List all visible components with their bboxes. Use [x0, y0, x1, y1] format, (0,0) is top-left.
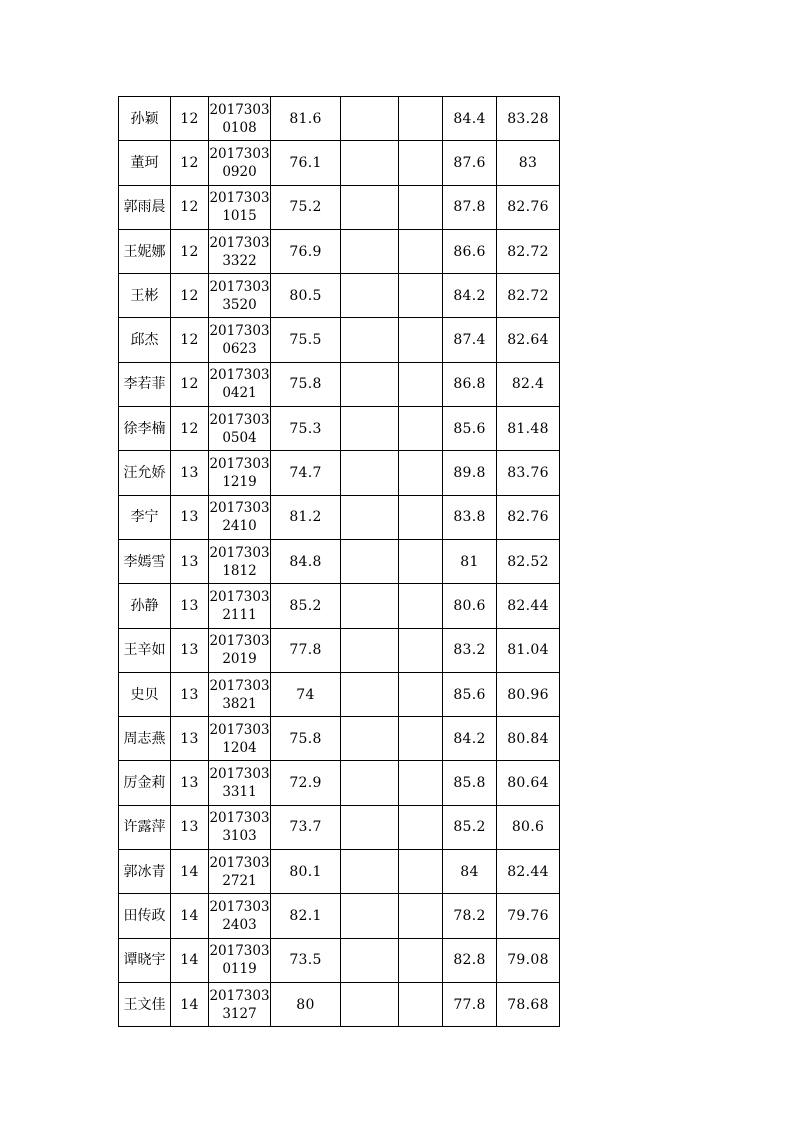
interview-score-cell: 82.8 [443, 938, 497, 982]
group-cell: 13 [171, 672, 209, 716]
total-score-cell: 81.04 [497, 628, 560, 672]
group-cell: 12 [171, 97, 209, 141]
interview-score-cell: 84.2 [443, 274, 497, 318]
written-score-cell: 75.3 [271, 407, 341, 451]
interview-score-cell: 87.8 [443, 185, 497, 229]
exam-id-line-2: 1204 [222, 739, 257, 756]
written-score-cell: 82.1 [271, 894, 341, 938]
empty-cell [399, 672, 443, 716]
total-score-cell: 78.68 [497, 982, 560, 1026]
table-row [119, 185, 560, 229]
exam-id-cell [209, 229, 271, 273]
total-score-cell: 82.72 [497, 229, 560, 273]
empty-cell [341, 274, 399, 318]
written-score-cell: 81.6 [271, 97, 341, 141]
exam-id-line-2: 2721 [222, 872, 257, 889]
written-score-cell: 77.8 [271, 628, 341, 672]
exam-id-line-1: 2017303 [209, 810, 270, 827]
empty-cell [399, 938, 443, 982]
written-score-cell: 85.2 [271, 584, 341, 628]
total-score-cell: 80.84 [497, 717, 560, 761]
candidate-name-cell: 史贝 [119, 672, 171, 716]
empty-cell [341, 982, 399, 1026]
total-score-cell: 82.52 [497, 539, 560, 583]
exam-id-cell [209, 407, 271, 451]
empty-cell [399, 805, 443, 849]
empty-cell [341, 451, 399, 495]
exam-id-line-2: 2403 [222, 916, 257, 933]
interview-score-cell: 83.2 [443, 628, 497, 672]
group-cell: 13 [171, 717, 209, 761]
exam-id-line-2: 3103 [222, 828, 257, 845]
interview-score-cell: 85.6 [443, 407, 497, 451]
candidate-name-cell: 汪允娇 [119, 451, 171, 495]
interview-score-cell: 84.4 [443, 97, 497, 141]
interview-score-cell: 77.8 [443, 982, 497, 1026]
empty-cell [341, 97, 399, 141]
written-score-cell: 74 [271, 672, 341, 716]
empty-cell [399, 850, 443, 894]
exam-id-line-2: 3520 [222, 296, 257, 313]
exam-id-line-2: 0421 [222, 385, 257, 402]
candidate-name-cell: 徐李楠 [119, 407, 171, 451]
table-row [119, 672, 560, 716]
table-row [119, 141, 560, 185]
exam-id-line-1: 2017303 [209, 721, 270, 738]
written-score-cell: 84.8 [271, 539, 341, 583]
written-score-cell: 81.2 [271, 495, 341, 539]
written-score-cell: 75.2 [271, 185, 341, 229]
candidate-name-cell: 厉金莉 [119, 761, 171, 805]
empty-cell [399, 982, 443, 1026]
exam-id-line-2: 0504 [222, 429, 257, 446]
empty-cell [399, 185, 443, 229]
exam-id-line-2: 3127 [222, 1005, 257, 1022]
exam-id-line-1: 2017303 [209, 943, 270, 960]
interview-score-cell: 80.6 [443, 584, 497, 628]
interview-score-cell: 86.6 [443, 229, 497, 273]
exam-id-line-1: 2017303 [209, 987, 270, 1004]
table-row [119, 761, 560, 805]
empty-cell [341, 805, 399, 849]
table-row [119, 805, 560, 849]
candidate-name-cell: 王妮娜 [119, 229, 171, 273]
total-score-cell: 83.76 [497, 451, 560, 495]
group-cell: 13 [171, 451, 209, 495]
exam-id-line-2: 1015 [222, 208, 257, 225]
group-cell: 13 [171, 584, 209, 628]
table-row [119, 982, 560, 1026]
group-cell: 14 [171, 938, 209, 982]
empty-cell [341, 672, 399, 716]
group-cell: 13 [171, 761, 209, 805]
empty-cell [341, 761, 399, 805]
empty-cell [399, 584, 443, 628]
exam-id-cell [209, 717, 271, 761]
table-row [119, 495, 560, 539]
exam-id-line-1: 2017303 [209, 411, 270, 428]
empty-cell [399, 362, 443, 406]
empty-cell [341, 141, 399, 185]
empty-cell [399, 274, 443, 318]
exam-id-line-2: 1812 [222, 562, 257, 579]
exam-id-line-2: 0108 [222, 119, 257, 136]
interview-score-cell: 85.6 [443, 672, 497, 716]
exam-id-line-2: 0119 [222, 961, 257, 978]
group-cell: 12 [171, 362, 209, 406]
table-row [119, 407, 560, 451]
candidate-name-cell: 邱杰 [119, 318, 171, 362]
written-score-cell: 80 [271, 982, 341, 1026]
interview-score-cell: 84 [443, 850, 497, 894]
exam-id-line-2: 3821 [222, 695, 257, 712]
total-score-cell: 80.6 [497, 805, 560, 849]
written-score-cell: 76.1 [271, 141, 341, 185]
exam-id-cell [209, 938, 271, 982]
empty-cell [399, 628, 443, 672]
candidate-name-cell: 王文佳 [119, 982, 171, 1026]
total-score-cell: 79.76 [497, 894, 560, 938]
written-score-cell: 75.5 [271, 318, 341, 362]
exam-id-cell [209, 274, 271, 318]
candidate-name-cell: 李嫣雪 [119, 539, 171, 583]
total-score-cell: 81.48 [497, 407, 560, 451]
table-row [119, 938, 560, 982]
empty-cell [341, 584, 399, 628]
empty-cell [341, 229, 399, 273]
exam-id-cell [209, 539, 271, 583]
empty-cell [341, 628, 399, 672]
empty-cell [399, 318, 443, 362]
exam-id-cell [209, 628, 271, 672]
table-row [119, 451, 560, 495]
table-row [119, 229, 560, 273]
exam-id-line-2: 0920 [222, 163, 257, 180]
candidate-name-cell: 孙颖 [119, 97, 171, 141]
group-cell: 13 [171, 495, 209, 539]
candidate-name-cell: 李宁 [119, 495, 171, 539]
exam-id-cell [209, 451, 271, 495]
written-score-cell: 72.9 [271, 761, 341, 805]
table-row [119, 628, 560, 672]
table-row [119, 362, 560, 406]
table-row [119, 717, 560, 761]
exam-id-line-1: 2017303 [209, 145, 270, 162]
candidate-name-cell: 周志燕 [119, 717, 171, 761]
exam-id-cell [209, 495, 271, 539]
group-cell: 12 [171, 274, 209, 318]
interview-score-cell: 86.8 [443, 362, 497, 406]
exam-id-cell [209, 894, 271, 938]
exam-id-line-2: 2019 [222, 651, 257, 668]
exam-id-cell [209, 185, 271, 229]
empty-cell [341, 407, 399, 451]
exam-id-cell [209, 761, 271, 805]
exam-id-line-1: 2017303 [209, 766, 270, 783]
total-score-cell: 83 [497, 141, 560, 185]
empty-cell [399, 495, 443, 539]
total-score-cell: 82.44 [497, 584, 560, 628]
exam-id-line-1: 2017303 [209, 367, 270, 384]
empty-cell [341, 850, 399, 894]
exam-id-line-1: 2017303 [209, 101, 270, 118]
empty-cell [341, 717, 399, 761]
exam-id-line-1: 2017303 [209, 500, 270, 517]
exam-id-line-1: 2017303 [209, 633, 270, 650]
score-table [118, 96, 560, 1027]
total-score-cell: 82.64 [497, 318, 560, 362]
total-score-cell: 82.76 [497, 495, 560, 539]
written-score-cell: 73.5 [271, 938, 341, 982]
candidate-name-cell: 王辛如 [119, 628, 171, 672]
group-cell: 12 [171, 229, 209, 273]
written-score-cell: 75.8 [271, 717, 341, 761]
interview-score-cell: 78.2 [443, 894, 497, 938]
candidate-name-cell: 许露萍 [119, 805, 171, 849]
group-cell: 14 [171, 982, 209, 1026]
exam-id-line-2: 2410 [222, 518, 257, 535]
total-score-cell: 82.44 [497, 850, 560, 894]
exam-id-line-1: 2017303 [209, 234, 270, 251]
interview-score-cell: 87.4 [443, 318, 497, 362]
written-score-cell: 80.1 [271, 850, 341, 894]
candidate-name-cell: 郭冰青 [119, 850, 171, 894]
interview-score-cell: 84.2 [443, 717, 497, 761]
candidate-name-cell: 郭雨晨 [119, 185, 171, 229]
written-score-cell: 80.5 [271, 274, 341, 318]
exam-id-cell [209, 982, 271, 1026]
table-row [119, 894, 560, 938]
exam-id-line-1: 2017303 [209, 544, 270, 561]
table-row [119, 97, 560, 141]
written-score-cell: 76.9 [271, 229, 341, 273]
exam-id-line-1: 2017303 [209, 190, 270, 207]
total-score-cell: 83.28 [497, 97, 560, 141]
interview-score-cell: 85.8 [443, 761, 497, 805]
total-score-cell: 82.72 [497, 274, 560, 318]
group-cell: 13 [171, 628, 209, 672]
interview-score-cell: 89.8 [443, 451, 497, 495]
empty-cell [399, 539, 443, 583]
exam-id-cell [209, 362, 271, 406]
empty-cell [399, 451, 443, 495]
empty-cell [341, 362, 399, 406]
exam-id-line-1: 2017303 [209, 588, 270, 605]
empty-cell [399, 407, 443, 451]
table-row [119, 539, 560, 583]
exam-id-line-1: 2017303 [209, 323, 270, 340]
candidate-name-cell: 孙静 [119, 584, 171, 628]
total-score-cell: 79.08 [497, 938, 560, 982]
score-table-body [119, 97, 560, 1027]
empty-cell [399, 229, 443, 273]
empty-cell [341, 894, 399, 938]
empty-cell [399, 141, 443, 185]
group-cell: 12 [171, 185, 209, 229]
table-row [119, 274, 560, 318]
interview-score-cell: 83.8 [443, 495, 497, 539]
written-score-cell: 74.7 [271, 451, 341, 495]
candidate-name-cell: 谭晓宇 [119, 938, 171, 982]
empty-cell [341, 938, 399, 982]
exam-id-cell [209, 805, 271, 849]
group-cell: 12 [171, 318, 209, 362]
table-row [119, 584, 560, 628]
interview-score-cell: 85.2 [443, 805, 497, 849]
exam-id-cell [209, 141, 271, 185]
empty-cell [341, 495, 399, 539]
candidate-name-cell: 田传政 [119, 894, 171, 938]
exam-id-line-2: 2111 [222, 606, 257, 623]
total-score-cell: 82.4 [497, 362, 560, 406]
empty-cell [399, 894, 443, 938]
interview-score-cell: 81 [443, 539, 497, 583]
candidate-name-cell: 王彬 [119, 274, 171, 318]
empty-cell [341, 318, 399, 362]
empty-cell [399, 97, 443, 141]
group-cell: 12 [171, 141, 209, 185]
exam-id-line-2: 3311 [222, 784, 257, 801]
exam-id-cell [209, 584, 271, 628]
table-row [119, 850, 560, 894]
candidate-name-cell: 李若菲 [119, 362, 171, 406]
exam-id-line-1: 2017303 [209, 677, 270, 694]
empty-cell [341, 539, 399, 583]
exam-id-cell [209, 97, 271, 141]
exam-id-line-2: 1219 [222, 474, 257, 491]
total-score-cell: 80.64 [497, 761, 560, 805]
group-cell: 14 [171, 850, 209, 894]
exam-id-line-2: 3322 [222, 252, 257, 269]
total-score-cell: 80.96 [497, 672, 560, 716]
candidate-name-cell: 董珂 [119, 141, 171, 185]
group-cell: 13 [171, 539, 209, 583]
total-score-cell: 82.76 [497, 185, 560, 229]
group-cell: 13 [171, 805, 209, 849]
exam-id-line-1: 2017303 [209, 278, 270, 295]
group-cell: 14 [171, 894, 209, 938]
exam-id-cell [209, 672, 271, 716]
exam-id-line-2: 0623 [222, 341, 257, 358]
exam-id-line-1: 2017303 [209, 456, 270, 473]
exam-id-line-1: 2017303 [209, 854, 270, 871]
empty-cell [341, 185, 399, 229]
exam-id-cell [209, 850, 271, 894]
written-score-cell: 73.7 [271, 805, 341, 849]
table-row [119, 318, 560, 362]
interview-score-cell: 87.6 [443, 141, 497, 185]
group-cell: 12 [171, 407, 209, 451]
empty-cell [399, 761, 443, 805]
exam-id-cell [209, 318, 271, 362]
written-score-cell: 75.8 [271, 362, 341, 406]
exam-id-line-1: 2017303 [209, 898, 270, 915]
empty-cell [399, 717, 443, 761]
